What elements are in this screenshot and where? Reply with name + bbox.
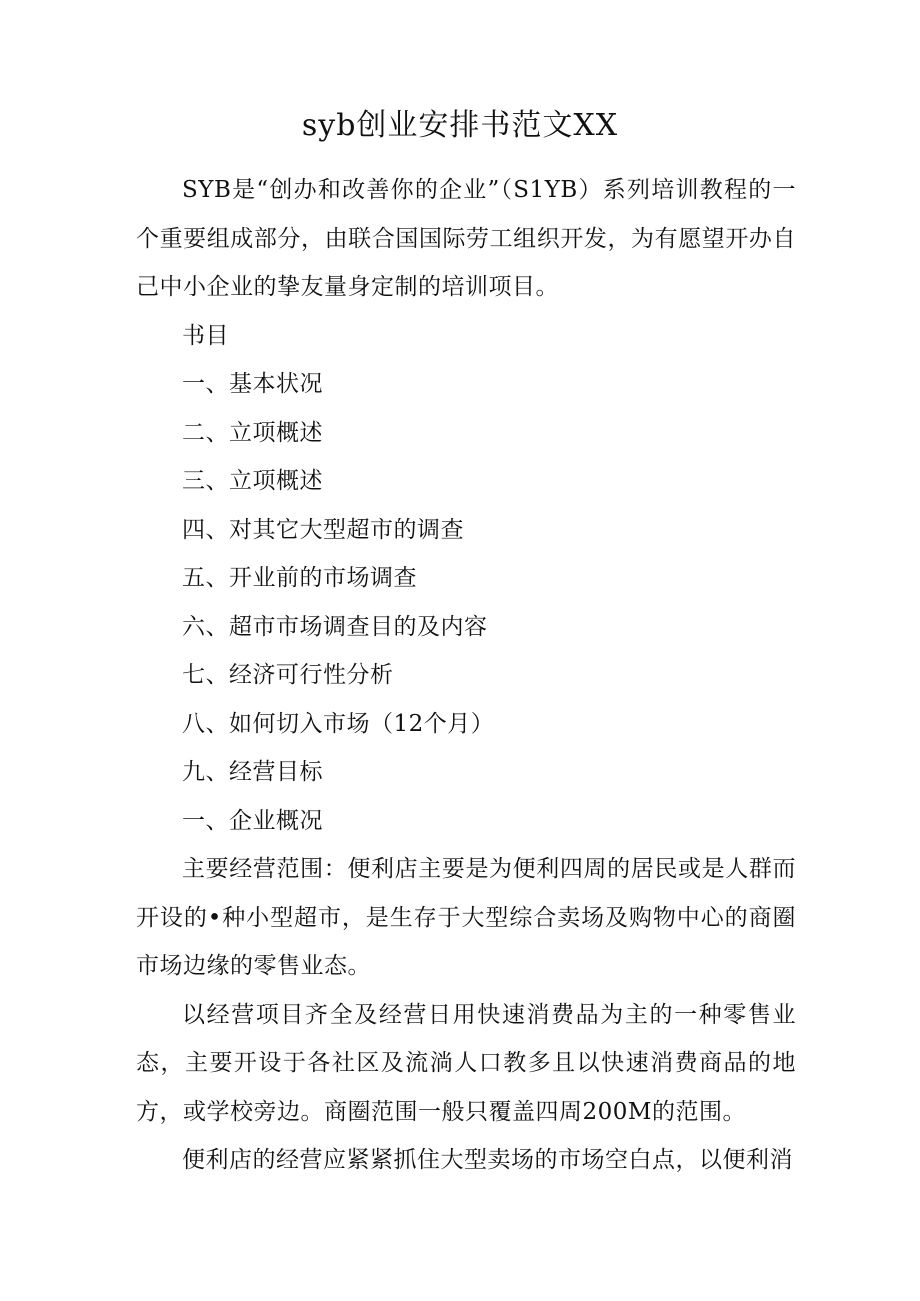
section-heading: 一、企业概况 [182, 807, 323, 834]
toc-item: 九、经营目标 [182, 759, 323, 785]
body-paragraph: 主要经营范围：便利店主要是为便利四周的居民或是人群而开设的•种小型超市，是生存于大型综合卖场及购物中心的商圈市场边缘的零售业态。 [136, 856, 796, 979]
toc-item: 四、对其它大型超市的调查 [182, 516, 464, 543]
toc-item: 五、开业前的市场调查 [182, 565, 417, 591]
toc-item: 八、如何切入市场（12个月） [182, 710, 495, 737]
toc-item: 一、基本状况 [182, 371, 323, 397]
toc-item: 六、超市市场调查目的及内容 [182, 613, 488, 640]
body-paragraph: 便利店的经营应紧紧抓住大型卖场的市场空白点，以便利消 [182, 1147, 793, 1173]
body-paragraph: 以经营项目齐全及经营日用快速消费品为主的一种零售业态，主要开设于各社区及流淌人口教多且以快速消费商品的地方，或学校旁边。商圈范围一般只覆盖四周200M的范围。 [136, 1001, 796, 1125]
document-body [136, 166, 796, 1185]
toc-item: 三、立项概述 [182, 468, 323, 494]
toc-item: 七、经济可行性分析 [182, 662, 394, 688]
toc-item: 二、立项概述 [182, 419, 323, 446]
intro-paragraph: SYB是“创办和改善你的企业”（S1YB）系列培训教程的一个重要组成部分，由联合国国际劳工组织开发，为有愿望开办自己中小企业的挚友量身定制的培训项目。 [136, 177, 796, 300]
toc-heading: 书目 [182, 322, 229, 349]
document-title: syb创业安排书范文XX [301, 108, 619, 143]
